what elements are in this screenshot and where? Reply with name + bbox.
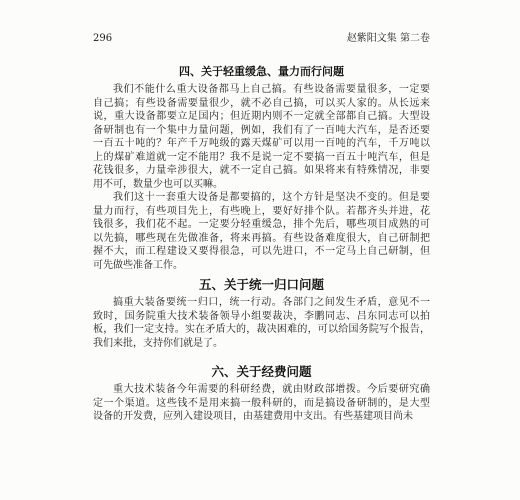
section-heading: 六、关于经费问题 bbox=[211, 364, 312, 379]
text-line: 板，我们一定支持。实在矛盾大的，裁决困难的，可以给国务院写个报告， bbox=[93, 324, 430, 335]
text-line: 重大技术装备今年需要的科研经费，就由财政部增拨。今后要研究确 bbox=[113, 384, 430, 395]
text-line: 定一个渠道。这些钱不是用来搞一般科研的，而是搞设备研制的，是大型 bbox=[93, 397, 430, 409]
text-line: 量力而行，有些项目先上，有些晚上，要好好排个队。若都齐头并进，花 bbox=[93, 205, 430, 217]
text-line: 可先做些准备工作。 bbox=[93, 259, 183, 271]
text-line: 上的煤矿难道就一定不能用？我不是说一定不要搞一百五十吨汽车，但是 bbox=[93, 151, 430, 163]
text-line: 一百五十吨的？年产千万吨级的露天煤矿可以用一百吨的汽车，千万吨以 bbox=[93, 138, 430, 149]
text-line: 我们来批，支持你们就是了。 bbox=[93, 337, 223, 349]
text-line: 花钱很多，力量牵涉很大，就不一定自己搞。如果将来有特殊情况，非要 bbox=[93, 165, 430, 176]
section-body bbox=[93, 296, 430, 350]
paragraph bbox=[93, 191, 430, 272]
text-line: 自己搞；有些设备需要量很少，就不必自己搞，可以买人家的。从长远来 bbox=[93, 97, 430, 109]
text-line: 钱很多，我们花不起。一定要分轻重缓急，排个先后，哪些项目成熟的可 bbox=[93, 219, 430, 230]
section-body bbox=[93, 83, 430, 272]
paragraph bbox=[93, 383, 430, 424]
text-line: 搞重大装备要统一归口，统一行动。各部门之间发生矛盾，意见不一 bbox=[113, 297, 430, 308]
paragraph bbox=[93, 83, 430, 191]
text-line: 设备的开发费，应列入建设项目，由基建费用中支出。有些基建项目尚未 bbox=[93, 411, 413, 422]
running-header-title: 赵紫阳文集 第二卷 bbox=[346, 33, 430, 44]
section-heading: 五、关于统一归口问题 bbox=[198, 277, 324, 292]
paragraph bbox=[93, 296, 430, 350]
text-line: 用不可，数量少也可以买嘛。 bbox=[93, 178, 223, 190]
text-line: 说，重大设备都要立足国内；但近期内则不一定就全部都自己搞。大型设 bbox=[93, 111, 430, 122]
text-line: 握不大，而工程建设又要得很急，可以先进口，不一定马上自己研制，但 bbox=[93, 246, 430, 257]
text-line: 备研制也有一个集中力量问题，例如，我们有了一百吨大汽车，是否还要 bbox=[93, 124, 430, 136]
text-line: 以先搞，哪些现在先做准备，将来再搞。有些设备难度很大，自己研制把 bbox=[93, 232, 430, 244]
text-line: 致时，国务院重大技术装备领导小组要裁决，李鹏同志、吕东同志可以拍 bbox=[93, 310, 430, 322]
text-line: 我们这十一套重大设备是都要搞的，这个方针是坚决不变的。但是要 bbox=[113, 192, 430, 203]
section-body bbox=[93, 383, 430, 424]
page-number: 296 bbox=[93, 33, 113, 44]
text-line: 我们不能什么重大设备都马上自己搞。有些设备需要量很多，一定要 bbox=[113, 84, 430, 95]
section-heading: 四、关于轻重缓急、量力而行问题 bbox=[179, 65, 344, 78]
